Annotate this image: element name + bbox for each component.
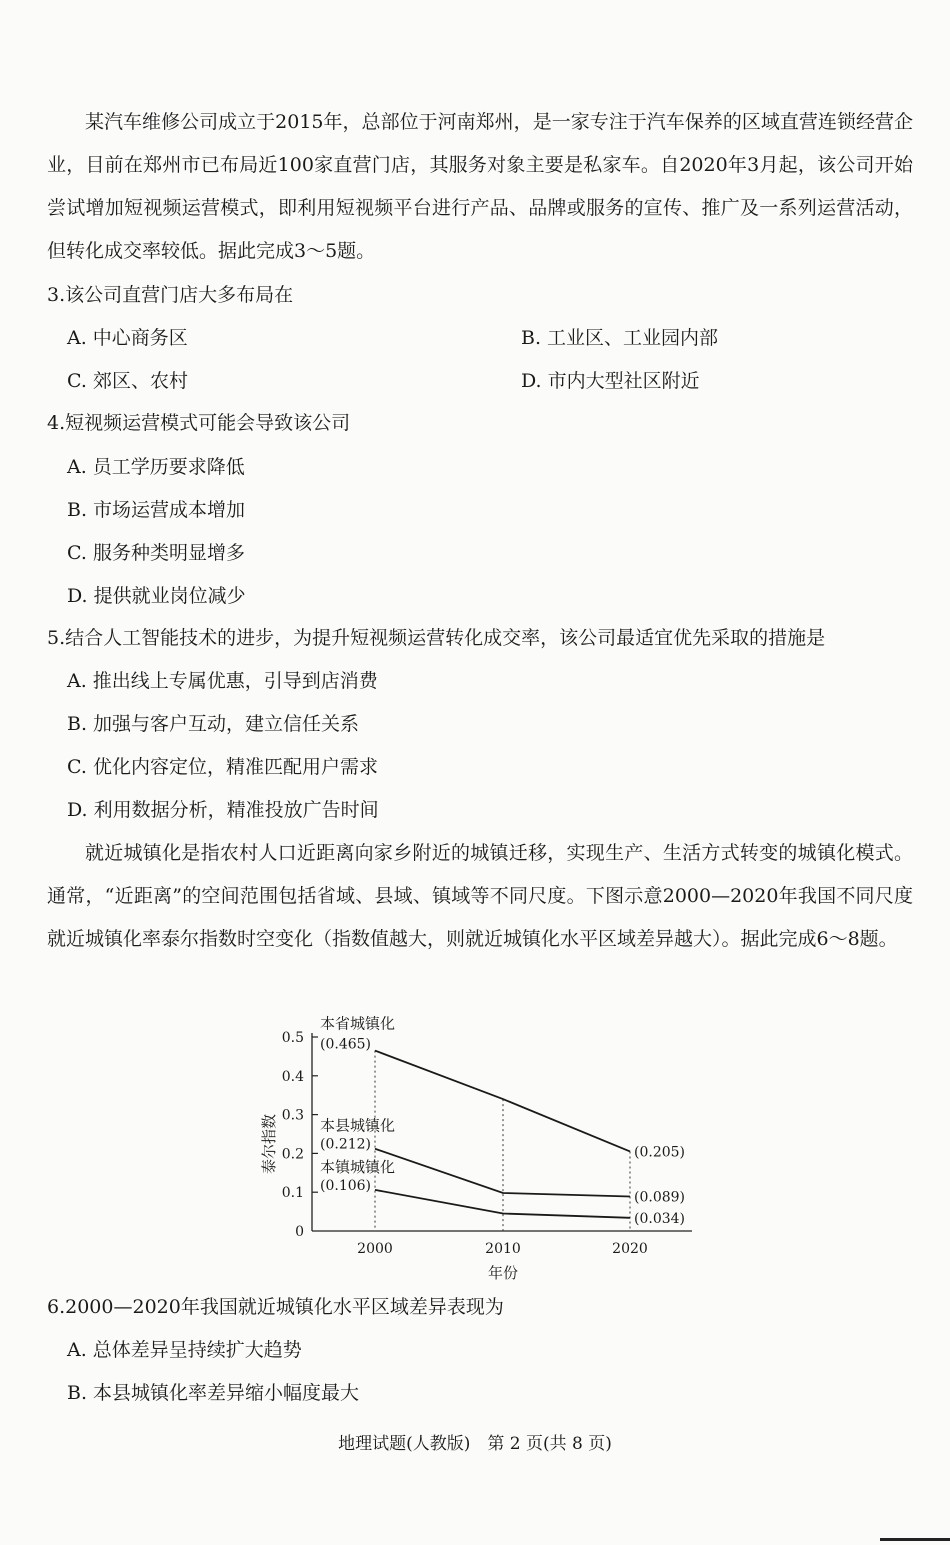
question-3-stem: 3.该公司直营门店大多布局在 [47, 284, 294, 306]
series-name-label: 本镇城镇化 [320, 1157, 396, 1176]
series-start-value-label: (0.212) [320, 1136, 372, 1153]
x-axis-title: 年份 [487, 1264, 519, 1282]
y-tick-label: 0.2 [281, 1146, 304, 1163]
question-5-option-d: D. 利用数据分析，精准投放广告时间 [67, 799, 379, 821]
series-start-value-label: (0.465) [320, 1036, 372, 1053]
series-end-value-label: (0.089) [634, 1189, 686, 1206]
question-3-option-c: C. 郊区、农村 [67, 370, 188, 392]
y-tick-label: 0.3 [281, 1107, 304, 1124]
question-4-option-d: D. 提供就业岗位减少 [67, 585, 246, 607]
series-name-label: 本县城镇化 [320, 1116, 396, 1135]
series-name-label: 本省城镇化 [320, 1015, 396, 1033]
question-4-option-c: C. 服务种类明显增多 [67, 542, 245, 564]
question-5-option-c: C. 优化内容定位，精准匹配用户需求 [67, 756, 378, 778]
passage-1: 某汽车维修公司成立于2015年，总部位于河南郑州，是一家专注于汽车保养的区域直营连锁经营企业，目前在郑州市已布局近100家直营门店，其服务对象主要是私家车。自2020年3月起，该公司开始尝试增加短视频运营模式，即利用短视频平台进行产品、品牌或服务的宣传、推广及一系列运营活动，但转化成交率较低。据此完成3～5题。 [47, 111, 913, 262]
x-tick-label: 2010 [485, 1241, 521, 1257]
question-3-option-a: A. 中心商务区 [67, 327, 188, 349]
question-3-option-d: D. 市内大型社区附近 [521, 370, 700, 392]
page-footer: 地理试题(人教版) 第 2 页(共 8 页) [338, 1434, 612, 1454]
passage-2: 就近城镇化是指农村人口近距离向家乡附近的城镇迁移，实现生产、生活方式转变的城镇化模式。通常，“近距离”的空间范围包括省域、县域、镇域等不同尺度。下图示意2000—2020年我国不同尺度就近城镇化率泰尔指数时空变化（指数值越大，则就近城镇化水平区域差异越大）。据此完成6～8题。 [47, 842, 913, 950]
y-tick-label: 0.4 [281, 1068, 304, 1085]
question-6-option-b: B. 本县城镇化率差异缩小幅度最大 [67, 1382, 360, 1404]
question-4-stem: 4.短视频运营模式可能会导致该公司 [47, 412, 351, 434]
series-end-value-label: (0.205) [634, 1144, 686, 1161]
y-tick-label: 0.1 [281, 1185, 304, 1202]
question-5-option-a: A. 推出线上专属优惠，引导到店消费 [67, 670, 378, 692]
y-tick-label: 0 [295, 1224, 304, 1240]
question-6-option-a: A. 总体差异呈持续扩大趋势 [67, 1339, 302, 1361]
x-tick-label: 2000 [357, 1241, 393, 1257]
chart-axes [260, 1030, 692, 1282]
question-4-option-a: A. 员工学历要求降低 [67, 456, 245, 478]
x-tick-label: 2020 [612, 1241, 648, 1257]
y-axis-title: 泰尔指数 [260, 1113, 278, 1175]
bottom-edge-rule [880, 1538, 950, 1541]
question-4-option-b: B. 市场运营成本增加 [67, 499, 246, 521]
series-end-value-label: (0.034) [634, 1210, 686, 1227]
y-tick-label: 0.5 [281, 1030, 304, 1046]
series-line-3 [375, 1190, 630, 1218]
question-5-option-b: B. 加强与客户互动，建立信任关系 [67, 713, 360, 735]
question-6-stem: 6.2000—2020年我国就近城镇化水平区域差异表现为 [47, 1296, 504, 1318]
theil-index-chart [250, 1015, 710, 1285]
series-start-value-label: (0.106) [320, 1177, 372, 1194]
question-3-option-b: B. 工业区、工业园内部 [521, 327, 719, 349]
question-5-stem: 5.结合人工智能技术的进步，为提升短视频运营转化成交率，该公司最适宜优先采取的措施是 [47, 627, 826, 649]
